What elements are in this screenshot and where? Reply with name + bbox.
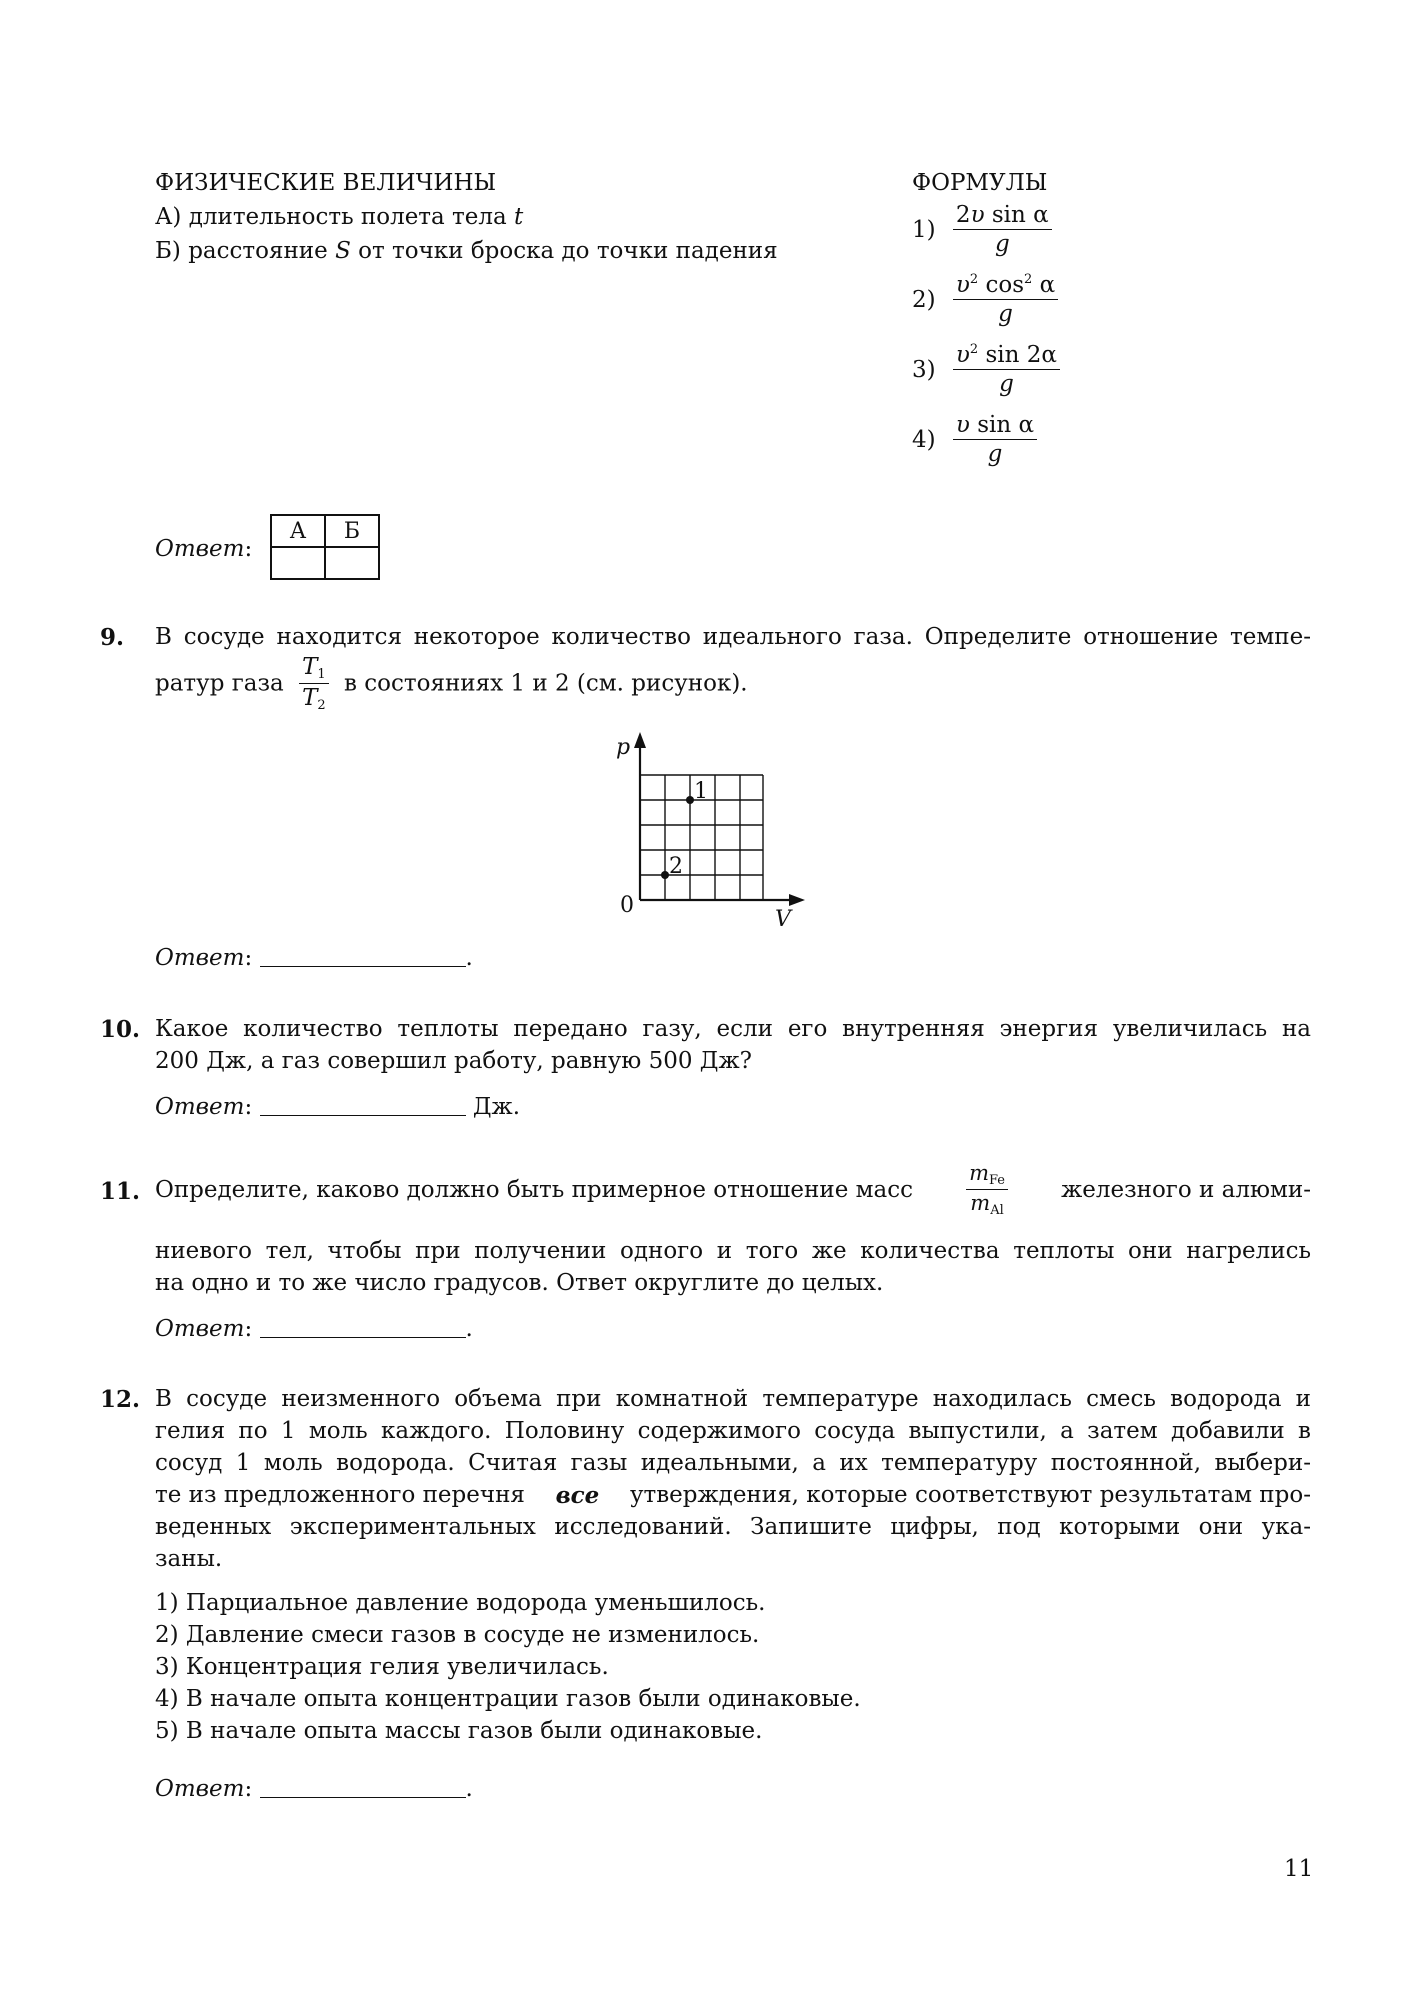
answer-table-header-b: Б xyxy=(325,515,379,547)
formula-4-label: 4) xyxy=(912,426,936,453)
task-12-line2: гелия по 1 моль каждого. Половину содержимого сосуда выпустили, а затем добавили в xyxy=(155,1418,1311,1444)
task-9-frac-num-sub: 1 xyxy=(317,667,326,682)
formula-3-fraction xyxy=(953,342,1060,397)
answer-row-11: Ответ: . xyxy=(155,1316,473,1342)
answer-label-11: Ответ xyxy=(155,1316,245,1342)
answer-end-9: . xyxy=(465,945,473,971)
formula-1 xyxy=(912,202,1052,257)
option-4-num: 4) xyxy=(155,1686,179,1712)
task-9-number: 9. xyxy=(100,624,125,651)
option-1-text: Парциальное давление водорода уменьшилось. xyxy=(185,1590,766,1616)
answer-end-11: . xyxy=(465,1316,473,1342)
task-12-option-1 xyxy=(155,1590,765,1616)
f2-sup2: 2 xyxy=(1024,272,1033,287)
task-9-line2 xyxy=(155,654,748,713)
pv-x-label: V xyxy=(775,907,791,932)
task-11-line3: на одно и то же число градусов. Ответ округлите до целых. xyxy=(155,1270,884,1296)
task-12-option-5 xyxy=(155,1718,762,1744)
task-9-line2-after: в состояниях 1 и 2 (см. рисунок). xyxy=(344,670,748,697)
task-11-frac-num-sub: Fe xyxy=(988,1173,1005,1188)
task-12-line4-after: утверждения, которые соответствуют результатам про- xyxy=(629,1482,1311,1508)
answer-label-12: Ответ xyxy=(155,1776,245,1802)
formula-2-label: 2) xyxy=(912,286,936,313)
task-10-line2: 200 Дж, а газ совершил работу, равную 500 Дж? xyxy=(155,1048,752,1074)
task-9-frac-num: T xyxy=(302,654,318,680)
pv-origin-label: 0 xyxy=(620,893,634,918)
answer-label-10: Ответ xyxy=(155,1094,245,1120)
task-9-line1: В сосуде находится некоторое количество идеального газа. Определите отношение темпе- xyxy=(155,624,1311,650)
formula-4-fraction xyxy=(953,412,1037,467)
option-5-text: В начале опыта массы газов были одинаковые. xyxy=(185,1718,763,1744)
quantity-b-label: Б) xyxy=(155,238,181,264)
formulas-header: ФОРМУЛЫ xyxy=(912,170,1048,196)
task-11-frac-den-sub: Al xyxy=(990,1203,1004,1218)
f3-num-a: υ xyxy=(955,342,970,368)
option-4-text: В начале опыта концентрации газов были одинаковые. xyxy=(185,1686,861,1712)
task-12-option-2 xyxy=(155,1622,759,1648)
f1-den: g xyxy=(994,231,1010,257)
task-11-line1 xyxy=(155,1161,1311,1218)
pv-point-1-label: 1 xyxy=(694,779,708,804)
task-12-line4 xyxy=(155,1482,1311,1509)
pv-point-1 xyxy=(686,796,694,804)
answer-unit-10: Дж. xyxy=(472,1094,521,1120)
task-11-frac-num: m xyxy=(969,1161,989,1185)
answer-field-11[interactable] xyxy=(260,1317,466,1338)
answer-table-8 xyxy=(270,514,380,580)
task-12-option-4 xyxy=(155,1686,861,1712)
formula-2 xyxy=(912,272,1058,327)
task-12-line3: сосуд 1 моль водорода. Считая газы идеальными, а их температуру постоянной, выбери- xyxy=(155,1450,1311,1476)
formula-1-label: 1) xyxy=(912,216,936,243)
task-11-line2: ниевого тел, чтобы при получении одного и того же количества теплоты они нагрелись xyxy=(155,1238,1311,1264)
quantity-a-text: длительность полета тела xyxy=(188,204,507,230)
task-12-number: 12. xyxy=(100,1386,141,1413)
f2-sup1: 2 xyxy=(969,272,979,287)
answer-table-header-a: А xyxy=(271,515,325,547)
f4-num-a: υ xyxy=(955,412,970,438)
task-11-line1-after: железного и алюми- xyxy=(1061,1176,1311,1203)
quantity-b-var: S xyxy=(335,238,351,264)
pv-x-arrow xyxy=(789,894,805,906)
pv-y-label: p xyxy=(616,735,631,760)
answer-cell-b[interactable] xyxy=(325,547,379,579)
pv-graph xyxy=(600,730,820,940)
quantity-a-var: t xyxy=(514,204,524,230)
option-2-text: Давление смеси газов в сосуде не изменилось. xyxy=(185,1622,760,1648)
option-1-num: 1) xyxy=(155,1590,179,1616)
task-11-number: 11. xyxy=(100,1178,141,1205)
quantity-b-text-before: расстояние xyxy=(188,238,328,264)
task-10-line1: Какое количество теплоты передано газу, если его внутренняя энергия увеличилась на xyxy=(155,1016,1311,1042)
page-number: 11 xyxy=(1284,1856,1314,1882)
f1-num-c: sin α xyxy=(991,202,1049,228)
task-12-line1: В сосуде неизменного объема при комнатной температуре находилась смесь водорода и xyxy=(155,1386,1311,1412)
task-12-line6: заны. xyxy=(155,1546,223,1572)
task-9-frac-den: T xyxy=(302,685,318,711)
answer-cell-a[interactable] xyxy=(271,547,325,579)
pv-point-2-label: 2 xyxy=(669,854,683,879)
f2-num-c: α xyxy=(1032,272,1056,298)
f2-num-a: υ xyxy=(955,272,970,298)
task-11-line1-before: Определите, каково должно быть примерное отношение масс xyxy=(155,1176,913,1203)
f3-den: g xyxy=(999,371,1014,397)
f3-num-b: sin 2α xyxy=(978,342,1057,368)
formula-1-fraction xyxy=(953,202,1052,257)
answer-field-9[interactable] xyxy=(260,946,466,967)
answer-row-10: Ответ: Дж. xyxy=(155,1094,521,1120)
option-5-num: 5) xyxy=(155,1718,179,1744)
f2-den: g xyxy=(998,301,1013,327)
f4-den: g xyxy=(987,441,1003,467)
formula-3 xyxy=(912,342,1060,397)
task-12-option-3 xyxy=(155,1654,609,1680)
task-9-fraction xyxy=(299,654,329,713)
answer-label-9: Ответ xyxy=(155,945,245,971)
task-11-fraction xyxy=(966,1161,1008,1218)
task-9-line2-before: ратур газа xyxy=(155,670,284,697)
quantity-a xyxy=(155,204,523,230)
quantity-b xyxy=(155,238,778,264)
formula-3-label: 3) xyxy=(912,356,936,383)
task-12-line5: веденных экспериментальных исследований. Запишите цифры, под которыми они ука- xyxy=(155,1514,1311,1540)
answer-row-12: Ответ: . xyxy=(155,1776,473,1802)
answer-field-12[interactable] xyxy=(260,1777,466,1798)
f4-num-b: sin α xyxy=(969,412,1035,438)
answer-row-9: Ответ: . xyxy=(155,945,473,971)
pv-y-arrow xyxy=(634,732,646,748)
f1-num-a: 2 xyxy=(955,202,971,228)
answer-label-8: Ответ: xyxy=(155,536,253,562)
option-3-text: Концентрация гелия увеличилась. xyxy=(185,1654,609,1680)
f1-num-b: υ xyxy=(970,202,985,228)
quantity-a-label: А) xyxy=(155,204,182,230)
task-12-line4-before: те из предложенного перечня xyxy=(155,1482,525,1508)
formula-4 xyxy=(912,412,1037,467)
answer-end-12: . xyxy=(465,1776,473,1802)
quantities-header: ФИЗИЧЕСКИЕ ВЕЛИЧИНЫ xyxy=(155,170,497,196)
task-12-line4-emph: все xyxy=(555,1482,600,1509)
answer-label-8-text: Ответ xyxy=(155,536,245,562)
task-11-frac-den: m xyxy=(970,1191,991,1215)
formula-2-fraction xyxy=(953,272,1058,327)
f3-sup1: 2 xyxy=(969,342,979,357)
answer-field-10[interactable] xyxy=(260,1095,466,1116)
f2-num-b: cos xyxy=(978,272,1025,298)
task-9-frac-den-sub: 2 xyxy=(317,698,326,713)
option-2-num: 2) xyxy=(155,1622,179,1648)
option-3-num: 3) xyxy=(155,1654,179,1680)
pv-point-2 xyxy=(661,871,669,879)
quantity-b-text-after: от точки броска до точки падения xyxy=(358,238,778,264)
task-10-number: 10. xyxy=(100,1016,141,1043)
